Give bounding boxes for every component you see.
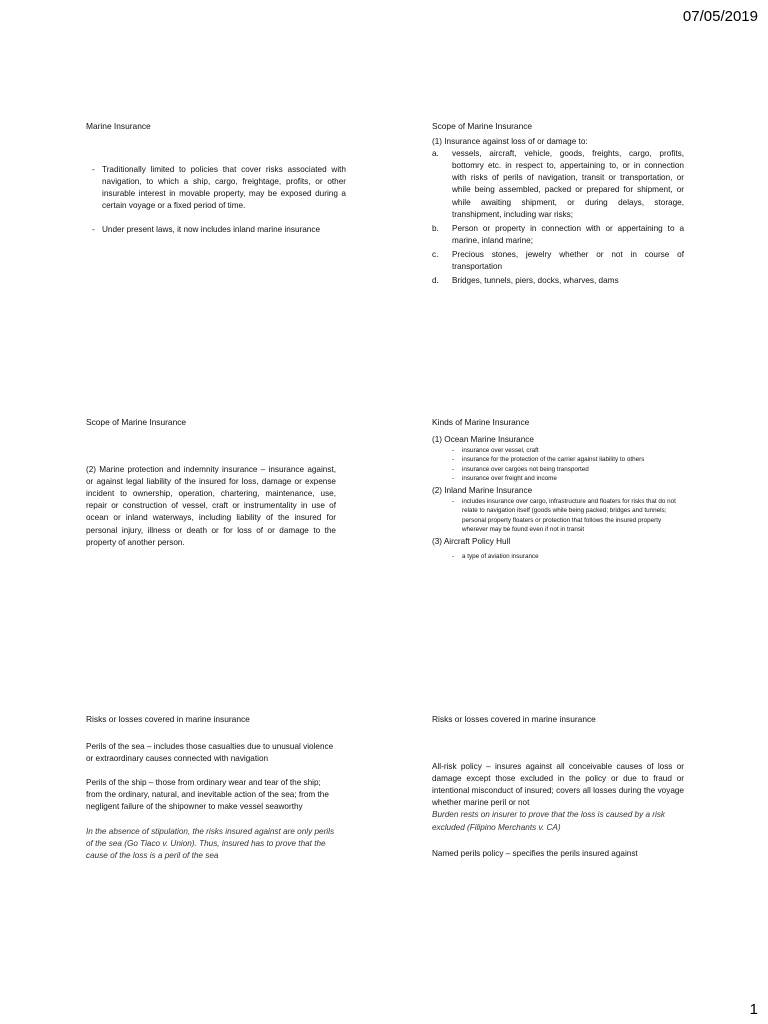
slide-title: Marine Insurance bbox=[86, 121, 151, 131]
section-heading: (1) Ocean Marine Insurance bbox=[432, 435, 534, 445]
slide-title: Risks or losses covered in marine insurance bbox=[432, 714, 596, 724]
slide-scope-1 bbox=[432, 120, 684, 287]
list-item: - insurance over freight and income bbox=[452, 474, 557, 482]
slide-risks-2 bbox=[432, 713, 684, 860]
list-item: - Traditionally limited to policies that cover risks associated with navigation, to which a ship, cargo, freightage, profits, or other insurable interest in movable property, may be exposed during a certain voyage or a fixed period of time. bbox=[86, 164, 346, 212]
list-item: - Under present laws, it now includes inland marine insurance bbox=[86, 224, 346, 236]
slide-scope-2 bbox=[86, 416, 336, 549]
dash-marker: - bbox=[92, 225, 95, 235]
section-heading: (1) Insurance against loss of or damage to: bbox=[432, 137, 588, 147]
slide-marine-insurance bbox=[86, 120, 346, 237]
slide-title: Kinds of Marine Insurance bbox=[432, 417, 530, 427]
list-item: d. Bridges, tunnels, piers, docks, wharves, dams bbox=[432, 276, 619, 286]
section-heading: (3) Aircraft Policy Hull bbox=[432, 536, 511, 546]
paragraph-burden: Burden rests on insurer to prove that the loss is caused by a risk excluded (Filipino Merchants v. CA) bbox=[432, 810, 666, 832]
paragraph-all-risk: All-risk policy – insures against all conceivable causes of loss or damage except those excluded in the policy or due to fraud or intentional misconduct of insured; covers all losses during the voyage whether marine peril or not bbox=[432, 762, 684, 808]
list-item: c. Precious stones, jewelry whether or not in course of transportation bbox=[432, 249, 684, 272]
print-date: 07/05/2019 bbox=[682, 8, 758, 25]
slide-kinds bbox=[432, 416, 684, 561]
list-item: - a type of aviation insurance bbox=[452, 553, 539, 560]
dash-marker: - bbox=[92, 165, 95, 175]
list-item: - includes insurance over cargo, infrastructure and floaters for risks that do not relate to navigation itself (goods while being packed; bridges and tunnels; personal property floaters or protection that follows the insured property wherever may be found even if not in transit bbox=[452, 498, 676, 533]
list-item: b. Person or property in connection with or appertaining to a marine, inland marine; bbox=[432, 223, 684, 245]
list-item: - insurance for the protection of the carrier against liability to others bbox=[452, 456, 645, 464]
body-text: (2) Marine protection and indemnity insurance – insurance against, or against legal liability of the insured for loss, damage or expense incident to ownership, operation, chartering, maintenance, use, repair or construction of vessel, craft or instrumentality in use of ocean or inland waterways, including liability of the insured for personal injury, illness or death or for loss of or damage to the property of another person. bbox=[86, 465, 336, 547]
paragraph-named-perils: Named perils policy – specifies the perils insured against bbox=[432, 848, 638, 858]
slide-title: Scope of Marine Insurance bbox=[86, 417, 187, 427]
page-number: 1 bbox=[749, 1001, 758, 1018]
paragraph-perils-ship: Perils of the ship – those from ordinary wear and tear of the ship; from the ordinary, natural, and inevitable action of the sea; from the negligent failure of the shipowner to make vessel seaworthy bbox=[86, 778, 329, 812]
paragraph-note: In the absence of stipulation, the risks insured against are only perils of the sea (Go Tiaco v. Union). Thus, insured has to prove that the cause of the loss is a peril of the sea bbox=[86, 826, 335, 860]
paragraph-perils-sea: Perils of the sea – includes those casualties due to unusual violence or extraordinary causes connected with navigation bbox=[86, 742, 334, 764]
slide-title: Scope of Marine Insurance bbox=[432, 121, 533, 131]
list-item: a. vessels, aircraft, vehicle, goods, freights, cargo, profits, bottomry etc. in respect to, appertaining to, or in connection with risks of perils of navigation, transit or transportation, or while being assembled, packed or prepared for shipment, or while awaiting shipment, or during delays, storage, transhipment, including war risks; bbox=[432, 149, 684, 219]
section-heading: (2) Inland Marine Insurance bbox=[432, 486, 533, 495]
slide-title: Risks or losses covered in marine insurance bbox=[86, 714, 250, 724]
list-item: - insurance over cargoes not being transported bbox=[452, 465, 589, 473]
list-item: - insurance over vessel, craft bbox=[452, 447, 539, 455]
slide-risks-1 bbox=[86, 713, 336, 862]
